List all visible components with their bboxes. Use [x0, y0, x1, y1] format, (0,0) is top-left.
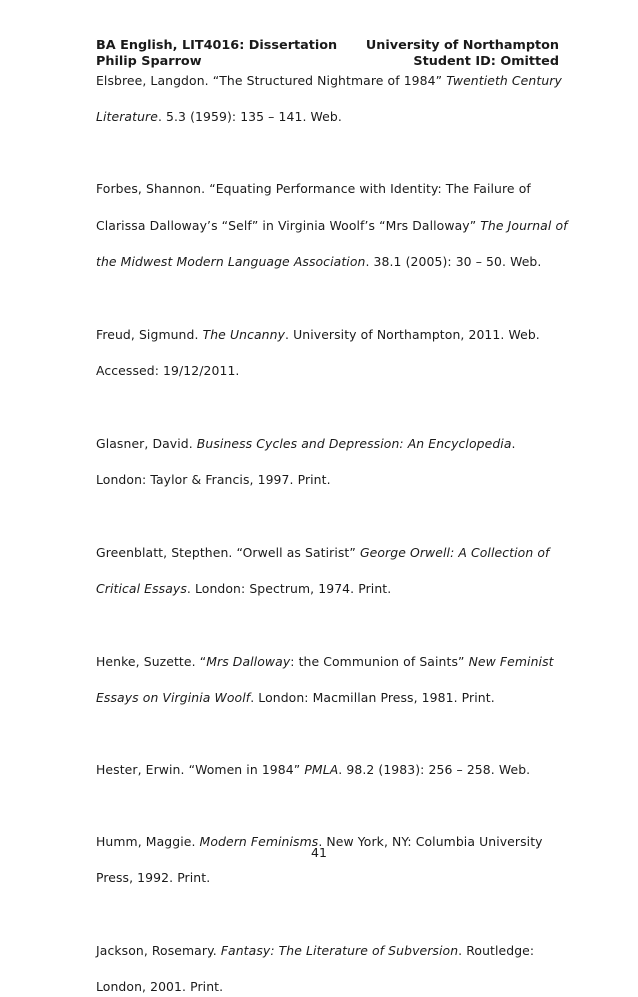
page-header	[96, 38, 559, 70]
header-author: Philip Sparrow	[96, 54, 202, 69]
reference-freud-line1: Freud, Sigmund. The Uncanny. University of Northampton, 2011. Web.	[96, 327, 540, 342]
page-number: 41	[311, 845, 327, 860]
reference-forbes-line1: Forbes, Shannon. “Equating Performance with Identity: The Failure of	[96, 181, 531, 196]
header-course: BA English, LIT4016: Dissertation	[96, 38, 338, 53]
reference-forbes-line3: the Midwest Modern Language Association. 38.1 (2005): 30 – 50. Web.	[96, 254, 542, 269]
reference-forbes-line2: Clarissa Dalloway’s “Self” in Virginia Woolf’s “Mrs Dalloway” The Journal of	[96, 218, 568, 233]
reference-greenblatt-line2: Critical Essays. London: Spectrum, 1974. Print.	[96, 581, 392, 596]
reference-jackson-line2: London, 2001. Print.	[96, 979, 224, 994]
reference-jackson-line1: Jackson, Rosemary. Fantasy: The Literature of Subversion. Routledge:	[96, 943, 535, 958]
header-university: University of Northampton	[365, 38, 559, 53]
reference-henke-line2: Essays on Virginia Woolf. London: Macmillan Press, 1981. Print.	[96, 690, 495, 705]
reference-humm-line1: Humm, Maggie. Modern Feminisms. New York, NY: Columbia University	[96, 834, 543, 849]
reference-elsbree-line2: Literature. 5.3 (1959): 135 – 141. Web.	[96, 109, 342, 124]
reference-humm-line2: Press, 1992. Print.	[96, 870, 211, 885]
header-student-id: Student ID: Omitted	[413, 54, 559, 69]
reference-glasner-line1: Glasner, David. Business Cycles and Depression: An Encyclopedia.	[96, 436, 516, 451]
reference-elsbree-line1: Elsbree, Langdon. “The Structured Nightmare of 1984” Twentieth Century	[96, 73, 562, 88]
reference-henke-line1: Henke, Suzette. “Mrs Dalloway: the Communion of Saints” New Feminist	[96, 654, 554, 669]
reference-greenblatt-line1: Greenblatt, Stepthen. “Orwell as Satirist” George Orwell: A Collection of	[96, 545, 550, 560]
reference-glasner-line2: London: Taylor & Francis, 1997. Print.	[96, 472, 331, 487]
reference-hester-line1: Hester, Erwin. “Women in 1984” PMLA. 98.2 (1983): 256 – 258. Web.	[96, 762, 531, 777]
reference-freud-line2: Accessed: 19/12/2011.	[96, 363, 240, 378]
